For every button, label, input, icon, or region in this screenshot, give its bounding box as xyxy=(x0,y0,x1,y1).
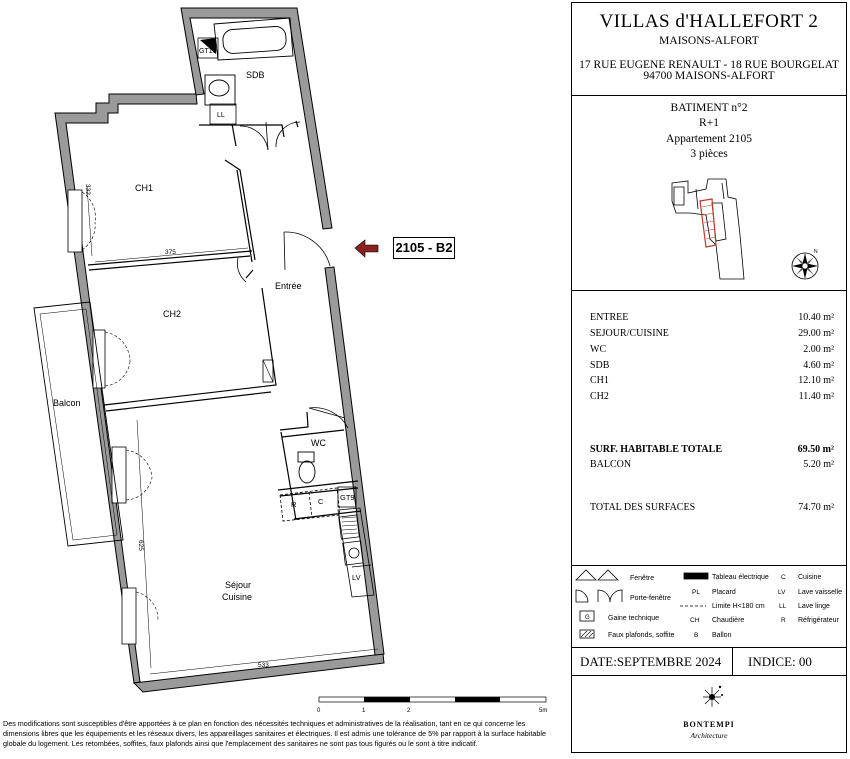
legend-c: Cuisine xyxy=(798,574,822,581)
room-sejour: Séjour xyxy=(225,580,252,590)
total-label: TOTAL DES SURFACES xyxy=(590,502,696,513)
legend-fenetre: Fenêtre xyxy=(630,575,655,582)
indice: INDICE: 00 xyxy=(748,654,812,669)
legend-ll: Lave linge xyxy=(798,603,830,610)
room-ch1: CH1 xyxy=(135,183,154,193)
fixture-r: R xyxy=(291,500,297,509)
fixture-lv: LV xyxy=(352,573,361,582)
key-plan xyxy=(666,175,746,283)
address-line2: 94700 MAISONS-ALFORT xyxy=(643,70,775,82)
legend-b-code: B xyxy=(694,632,699,639)
habitable-row xyxy=(590,444,834,458)
legend-tableau: Tableau électrique xyxy=(712,574,769,581)
legend-b: Ballon xyxy=(712,632,732,639)
toilet xyxy=(298,452,315,483)
legend-lv-code: LV xyxy=(778,589,786,596)
legend-faux-plafonds: Faux plafonds, soffite xyxy=(608,632,675,639)
total-row xyxy=(590,502,834,516)
room-ch2: CH2 xyxy=(163,309,182,319)
unit-tag: 2105 - B2 xyxy=(393,237,455,259)
cooktop-hatch xyxy=(342,517,358,534)
surface-row xyxy=(590,328,834,342)
room-wc: WC xyxy=(311,438,326,448)
surface-value: 4.60 m² xyxy=(803,360,834,371)
legend-ch-code: CH xyxy=(690,617,700,624)
legend-r-code: R xyxy=(781,617,786,624)
date: DATE:SEPTEMBRE 2024 xyxy=(580,654,722,669)
surface-row xyxy=(590,375,834,389)
scale-bar xyxy=(319,697,546,702)
surface-value: 12.10 m² xyxy=(798,375,834,386)
scale-5m: 5m xyxy=(539,708,548,714)
surface-value: 2.00 m² xyxy=(803,344,834,355)
architect-name: BONTEMPI xyxy=(683,720,735,729)
bathtub xyxy=(214,18,293,60)
disclaimer: Des modifications sont susceptibles d'être apportées à ce plan en fonction des nécessités techniques et administratives de la réalisation, tant en ce qui concerne les dimensions libres que les équipements et les réseaux divers, les appareillages sanitaires et électriques. Il est admis une tolérance de 5% par rapport à la surface habitable globale du logement. Les retombées, soffites, faux plafonds ainsi que l'emplacement des sanitaires ne sont pas tous figurés ou le sont à titre indicatif. xyxy=(3,719,546,748)
dim-ch1-width: 375 xyxy=(165,249,176,256)
legend-ll-code: LL xyxy=(779,603,787,610)
total-value: 74.70 m² xyxy=(798,502,834,513)
surface-value: 11.40 m² xyxy=(798,391,834,402)
balcon-row xyxy=(590,459,834,473)
washbasin xyxy=(205,75,235,105)
floor: R+1 xyxy=(699,117,719,129)
room-count: 3 pièces xyxy=(690,148,728,160)
legend xyxy=(572,568,848,646)
balcon-value: 5.20 m² xyxy=(803,459,834,470)
surface-label: SDB xyxy=(590,360,610,371)
dim-sejour-height: 625 xyxy=(137,540,144,551)
architect-sub: Architecture xyxy=(690,731,728,740)
apartment: Appartement 2105 xyxy=(666,133,752,145)
project-title: VILLAS d'HALLEFORT 2 xyxy=(599,11,819,32)
info-panel xyxy=(571,2,847,753)
legend-gaine: Gaine technique xyxy=(608,615,659,622)
legend-pl: Placard xyxy=(712,589,736,596)
room-balcon: Balcon xyxy=(53,398,81,408)
surface-row xyxy=(590,360,834,374)
dim-sejour-width: 533 xyxy=(258,662,269,669)
scale-1: 1 xyxy=(362,708,366,714)
surface-label: CH2 xyxy=(590,391,609,402)
balcon-label: BALCON xyxy=(590,459,632,470)
entrance-arrow xyxy=(355,240,378,257)
address-line1: 17 RUE EUGENE RENAULT - 18 RUE BOURGELAT xyxy=(579,59,839,71)
room-sdb: SDB xyxy=(246,70,265,80)
surface-row xyxy=(590,344,834,358)
building: BATIMENT n°2 xyxy=(670,102,748,114)
surface-value: 29.00 m² xyxy=(798,328,834,339)
architect-logo-icon xyxy=(700,683,724,713)
habitable-value: 69.50 m² xyxy=(797,444,834,455)
dim-ch1-height: 332 xyxy=(84,184,91,195)
fixture-ll: LL xyxy=(217,112,225,119)
surface-row xyxy=(590,312,834,326)
legend-limite: Limite H<180 cm xyxy=(712,603,765,610)
compass-n: N xyxy=(814,249,818,255)
legend-r: Réfrigérateur xyxy=(798,617,839,624)
fixture-gt10: GT10 xyxy=(199,48,217,55)
scale-2: 2 xyxy=(407,708,411,714)
surface-value: 10.40 m² xyxy=(798,312,834,323)
surface-row xyxy=(590,391,834,405)
surface-label: WC xyxy=(590,344,607,355)
legend-c-code: C xyxy=(781,574,786,581)
room-entree: Entrée xyxy=(275,281,302,291)
fixture-gt9: GT9 xyxy=(340,493,355,502)
habitable-label: SURF. HABITABLE TOTALE xyxy=(590,444,722,455)
legend-gaine-g: G xyxy=(585,615,590,621)
surface-label: CH1 xyxy=(590,375,609,386)
room-cuisine: Cuisine xyxy=(222,592,253,602)
scale-0: 0 xyxy=(317,708,321,714)
legend-lv: Lave vaisselle xyxy=(798,589,842,596)
project-city: MAISONS-ALFORT xyxy=(659,35,759,47)
compass-icon xyxy=(788,247,822,283)
legend-ch: Chaudière xyxy=(712,617,745,624)
fixture-c: C xyxy=(318,497,324,506)
surface-label: ENTREE xyxy=(590,312,629,323)
surface-label: SEJOUR/CUISINE xyxy=(590,328,669,339)
legend-porte-fenetre: Porte-fenêtre xyxy=(630,595,671,602)
legend-pl-code: PL xyxy=(692,589,700,596)
